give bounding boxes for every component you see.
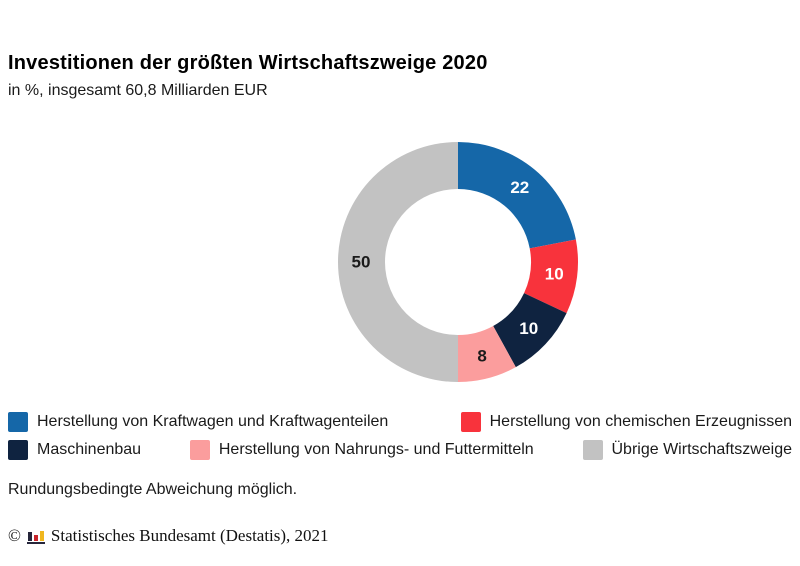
copyright-line xyxy=(8,526,329,546)
legend-swatch xyxy=(8,412,28,432)
legend-swatch xyxy=(461,412,481,432)
slice-value-label: 8 xyxy=(477,346,487,366)
legend-swatch xyxy=(8,440,28,460)
page-title: Investitionen der größten Wirtschaftszweige 2020 xyxy=(8,52,488,74)
copyright-symbol: © xyxy=(8,526,21,545)
legend-row-2 xyxy=(8,440,792,460)
legend-label: Übrige Wirtschaftszweige xyxy=(611,441,792,458)
slice-value-label: 50 xyxy=(351,252,371,272)
legend-item-2[interactable] xyxy=(8,440,141,460)
legend-row-1 xyxy=(8,412,792,432)
legend-item-3[interactable] xyxy=(190,440,534,460)
copyright-text: Statistisches Bundesamt (Destatis), 2021 xyxy=(50,526,329,545)
destatis-bar-chart-icon xyxy=(27,529,45,544)
legend xyxy=(8,412,792,460)
legend-swatch xyxy=(190,440,210,460)
legend-item-1[interactable] xyxy=(461,412,792,432)
slice-value-label: 22 xyxy=(510,177,530,197)
legend-swatch xyxy=(583,440,603,460)
legend-label: Herstellung von Nahrungs- und Futtermitteln xyxy=(218,441,534,458)
legend-item-0[interactable] xyxy=(8,412,388,432)
legend-label: Herstellung von Kraftwagen und Kraftwagenteilen xyxy=(37,413,389,430)
page-subtitle: in %, insgesamt 60,8 Milliarden EUR xyxy=(8,82,268,99)
slice-value-label: 10 xyxy=(519,318,539,338)
rounding-note: Rundungsbedingte Abweichung möglich. xyxy=(8,481,298,498)
legend-label: Maschinenbau xyxy=(37,441,142,458)
legend-item-4[interactable] xyxy=(583,440,793,460)
slice-value-label: 10 xyxy=(544,264,564,284)
legend-label: Herstellung von chemischen Erzeugnissen xyxy=(489,413,792,430)
